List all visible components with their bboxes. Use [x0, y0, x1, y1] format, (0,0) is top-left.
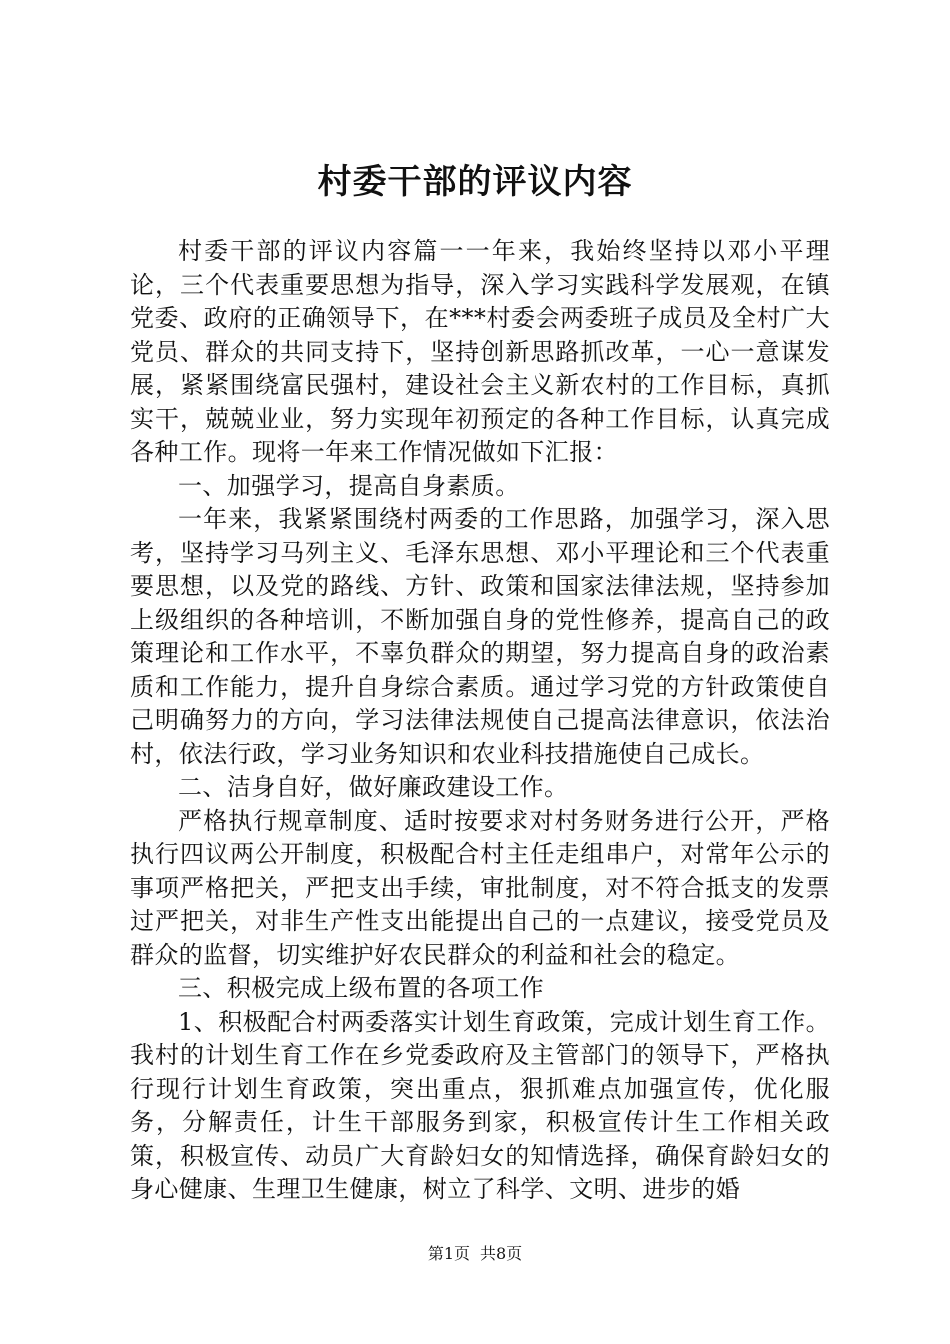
page-number: 第1页	[427, 1244, 470, 1263]
paragraph-family-planning: 1、积极配合村两委落实计划生育政策，完成计划生育工作。我村的计划生育工作在乡党委政府及主管部门的领导下，严格执行现行计划生育政策，突出重点，狠抓难点加强宣传，优化服务，分解责任，计生干部服务到家，积极宣传计生工作相关政策，积极宣传、动员广大育龄妇女的知情选择，确保育龄妇女的身心健康、生理卫生健康，树立了科学、文明、进步的婚	[130, 1007, 830, 1203]
paragraph-study: 一年来，我紧紧围绕村两委的工作思路，加强学习，深入思考，坚持学习马列主义、毛泽东思想、邓小平理论和三个代表重要思想，以及党的路线、方针、政策和国家法律法规，坚持参加上级组织的各种培训，不断加强自身的党性修养，提高自己的政策理论和工作水平，不辜负群众的期望，努力提高自身的政治素质和工作能力，提升自身综合素质。通过学习党的方针政策使自己明确努力的方向，学习法律法规使自己提高法律意识，依法治村，依法行政，学习业务知识和农业科技措施使自己成长。	[130, 505, 830, 768]
section-heading-1: 一、加强学习，提高自身素质。	[178, 471, 520, 500]
section-heading-2: 二、洁身自好，做好廉政建设工作。	[178, 773, 569, 801]
page-total: 共8页	[480, 1244, 523, 1263]
paragraph-intro: 村委干部的评议内容篇一一年来，我始终坚持以邓小平理论，三个代表重要思想为指导，深入学习实践科学发展观，在镇党委、政府的正确领导下，在***村委会两委班子成员及全村广大党员、群众的共同支持下，坚持创新思路抓改革，一心一意谋发展，紧紧围绕富民强村，建设社会主义新农村的工作目标，真抓实干，兢兢业业，努力实现年初预定的各种工作目标，认真完成各种工作。现将一年来工作情况做如下汇报：	[130, 237, 830, 466]
page-footer	[0, 1243, 950, 1265]
paragraph-integrity: 严格执行规章制度、适时按要求对村务财务进行公开，严格执行四议两公开制度，积极配合村主任走组串户，对常年公示的事项严格把关，严把支出手续，审批制度，对不符合抵支的发票过严把关，对非生产性支出能提出自己的一点建议，接受党员及群众的监督，切实维护好农民群众的利益和社会的稳定。	[130, 806, 830, 969]
document-body	[130, 235, 830, 1207]
section-heading-3: 三、积极完成上级布置的各项工作	[178, 974, 544, 1002]
document-title: 村委干部的评议内容	[317, 162, 633, 202]
